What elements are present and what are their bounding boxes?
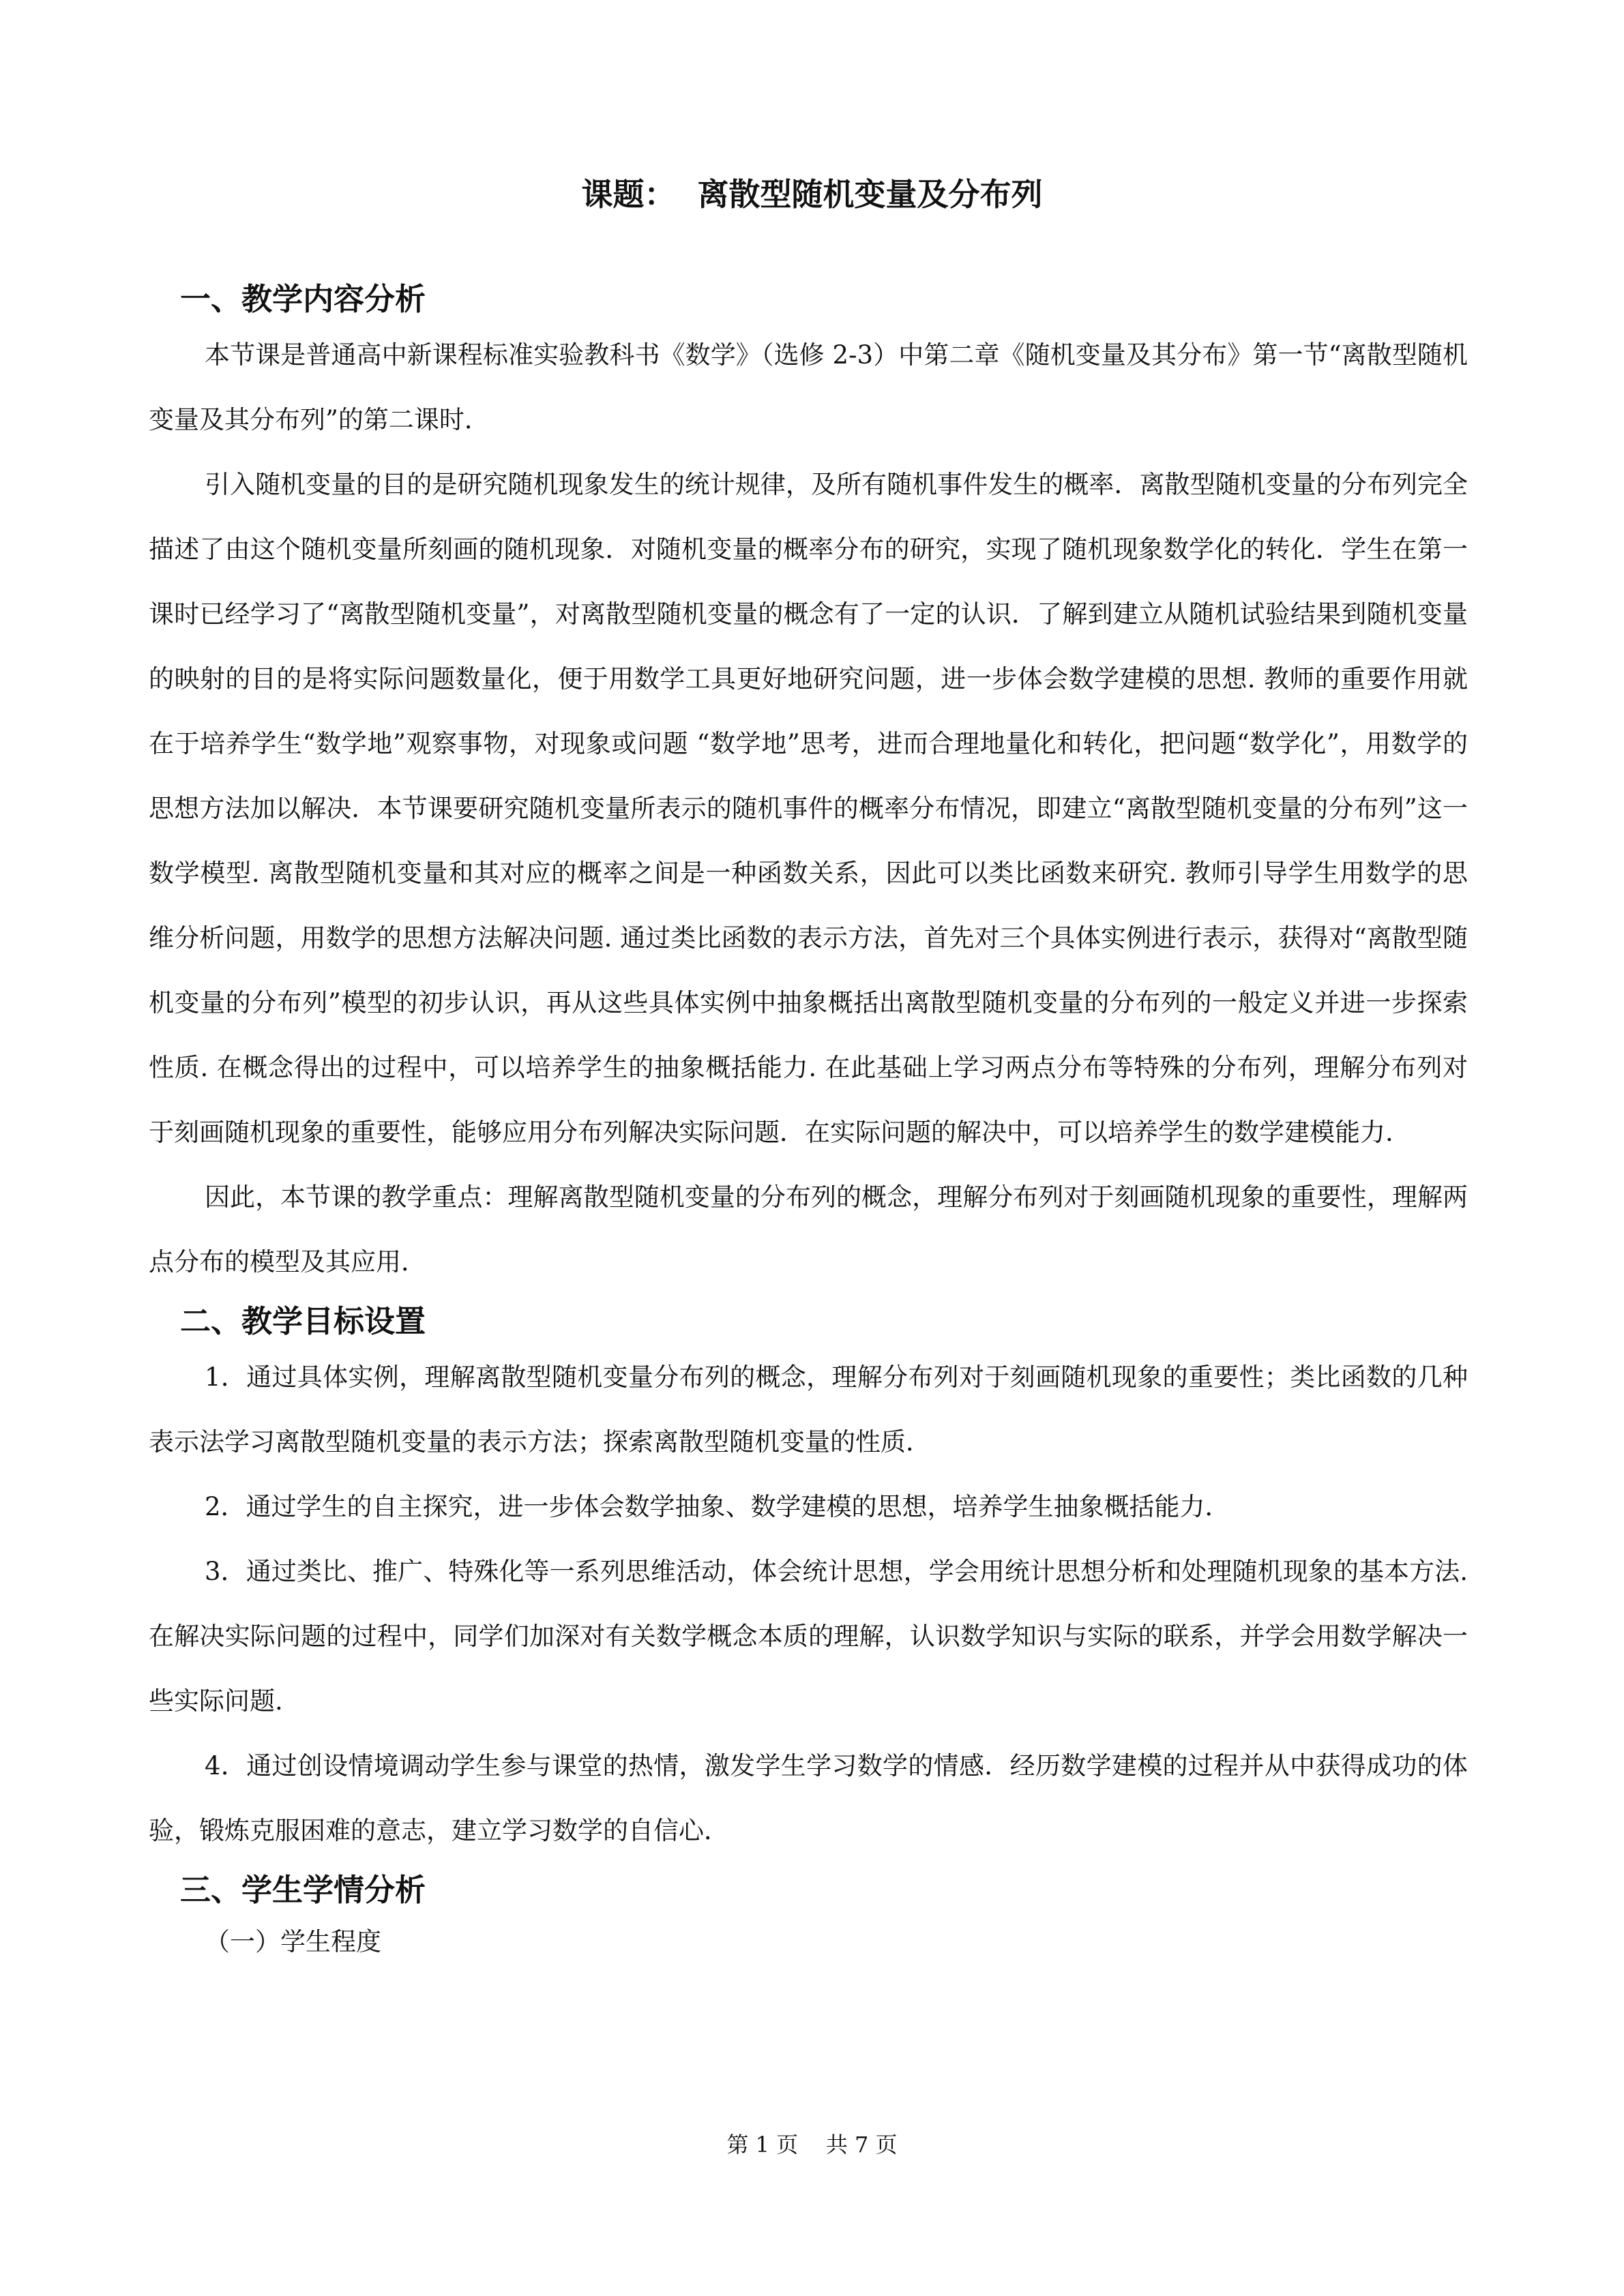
paragraph: 因此，本节课的教学重点：理解离散型随机变量的分布列的概念，理解分布列对于刻画随机现象的重要性，理解两点分布的模型及其应用． <box>149 1182 1468 1277</box>
paragraph: 引入随机变量的目的是研究随机现象发生的统计规律，及所有随机事件发生的概率．离散型随机变量的分布列完全描述了由这个随机变量所刻画的随机现象．对随机变量的概率分布的研究，实现了随机现象数学化的转化．学生在第一课时已经学习了“离散型随机变量”，对离散型随机变量的概念有了一定的认识．了解到建立从随机试验结果到随机变量的映射的目的是将实际问题数量化，便于用数学工具更好地研究问题，进一步体会数学建模的思想. 教师的重要作用就在于培养学生“数学地”观察事物，对现象或问题 “数学地”思考，进而合理地量化和转化，把问题“数学化”，用数学的思想方法加以解决．本节课要研究随机变量所表示的随机事件的概率分布情况，即建立“离散型随机变量的分布列”这一数学模型. 离散型随机变量和其对应的概率之间是一种函数关系，因此可以类比函数来研究. 教师引导学生用数学的思维分析问题，用数学的思想方法解决问题. 通过类比函数的表示方法，首先对三个具体实例进行表示，获得对“离散型随机变量的分布列”模型的初步认识，再从这些具体实例中抽象概括出离散型随机变量的分布列的一般定义并进一步探索性质. 在概念得出的过程中，可以培养学生的抽象概括能力. 在此基础上学习两点分布等特殊的分布列，理解分布列对于刻画随机现象的重要性，能够应用分布列解决实际问题．在实际问题的解决中，可以培养学生的数学建模能力. <box>149 470 1468 1147</box>
paragraph: 1．通过具体实例，理解离散型随机变量分布列的概念，理解分布列对于刻画随机现象的重要性；类比函数的几种表示法学习离散型随机变量的表示方法；探索离散型随机变量的性质． <box>149 1362 1468 1457</box>
section-content-analysis <box>149 276 1468 1294</box>
section-teaching-goals <box>149 1298 1468 1863</box>
page-title: 课题： 离散型随机变量及分布列 <box>581 176 1043 213</box>
paragraph: 2．通过学生的自主探究，进一步体会数学抽象、数学建模的思想，培养学生抽象概括能力． <box>205 1492 1230 1521</box>
page-footer: 第 1 页 共 7 页 <box>726 2132 898 2158</box>
subsection-heading: （一）学生程度 <box>205 1927 381 1956</box>
section-heading: 一、教学内容分析 <box>180 281 426 317</box>
paragraph: 4．通过创设情境调动学生参与课堂的热情，激发学生学习数学的情感．经历数学建模的过程并从中获得成功的体验，锻炼克服困难的意志，建立学习数学的自信心． <box>149 1751 1468 1845</box>
paragraph: 本节课是普通高中新课程标准实验教科书《数学》（选修 2-3）中第二章《随机变量及其分布》第一节“离散型随机变量及其分布列”的第二课时． <box>149 340 1468 434</box>
section-heading: 三、学生学情分析 <box>180 1872 426 1908</box>
section-heading: 二、教学目标设置 <box>180 1303 426 1339</box>
section-student-analysis <box>149 1867 1468 1971</box>
document-body <box>149 276 1468 1971</box>
paragraph: 3．通过类比、推广、特殊化等一系列思维活动，体会统计思想，学会用统计思想分析和处理随机现象的基本方法. 在解决实际问题的过程中，同学们加深对有关数学概念本质的理解，认识数学知识与实际的联系，并学会用数学解决一些实际问题. <box>149 1557 1468 1716</box>
